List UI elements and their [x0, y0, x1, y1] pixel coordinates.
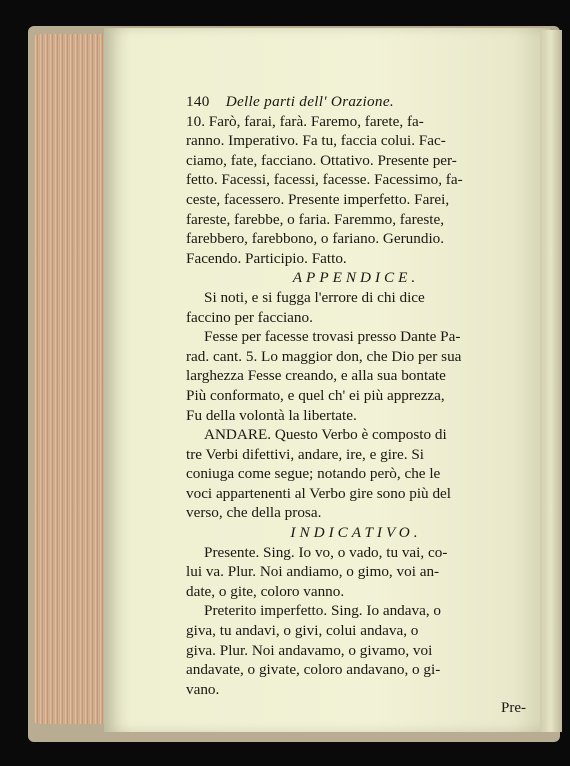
- text-line: coniuga come segue; notando però, che le: [186, 465, 441, 483]
- text-line: ceste, facessero. Presente imperfetto. Farei,: [186, 190, 450, 208]
- text-line: farebbero, farebbono, o fariano. Gerundio.: [186, 230, 445, 248]
- text-line: Si noti, e si fugga l'errore di chi dice: [204, 288, 425, 306]
- text-line: larghezza Fesse creando, e alla sua bontate: [186, 367, 446, 385]
- text-line: verso, che della prosa.: [186, 504, 322, 522]
- text-line: Fesse per facesse trovasi presso Dante Pa-: [204, 328, 461, 346]
- text-line: tre Verbi difettivi, andare, ire, e gire. Si: [186, 445, 424, 463]
- text-line: date, o gite, coloro vanno.: [186, 582, 345, 600]
- text-line: Facendo. Participio. Fatto.: [186, 249, 347, 267]
- text-line: fetto. Facessi, facessi, facesse. Facessimo, fa-: [186, 171, 463, 189]
- page-text: [186, 92, 526, 719]
- page-number: 140: [186, 93, 210, 110]
- text-line: Fu della volontà la libertate.: [186, 406, 357, 424]
- text-line: ranno. Imperativo. Fa tu, faccia colui. Fac-: [186, 132, 446, 150]
- text-line: lui va. Plur. Noi andiamo, o gimo, voi an-: [186, 563, 440, 581]
- text-line: giva. Plur. Noi andavamo, o givamo, voi: [186, 641, 433, 659]
- text-line: ciamo, fate, facciano. Ottativo. Presente per-: [186, 151, 457, 169]
- text-line: ANDARE. Questo Verbo è composto di: [204, 426, 447, 444]
- text-line: Più conformato, e quel ch' ei più apprezza,: [186, 386, 445, 404]
- running-head-title: Delle parti dell' Orazione.: [225, 93, 394, 110]
- page-gutter-edge: [540, 30, 562, 732]
- text-line: andavate, o givate, coloro andavano, o gi-: [186, 661, 441, 679]
- text-line: Presente. Sing. Io vo, o vado, tu vai, co-: [204, 543, 448, 561]
- running-head: [186, 92, 526, 112]
- text-line: fareste, farebbe, o faria. Faremmo, fareste,: [186, 210, 445, 228]
- text-line: giva, tu andavi, o givi, colui andava, o: [186, 622, 419, 640]
- text-line: Preterito imperfetto. Sing. Io andava, o: [204, 602, 442, 620]
- text-line: vano.: [186, 680, 220, 698]
- section-heading-indicativo: INDICATIVO.: [290, 524, 422, 542]
- text-line: voci appartenenti al Verbo gire sono più del: [186, 484, 452, 502]
- section-heading-appendice: APPENDICE.: [292, 269, 420, 287]
- text-line: rad. cant. 5. Lo maggior don, che Dio per sua: [186, 347, 462, 365]
- text-line: 10. Farò, farai, farà. Faremo, farete, fa-: [186, 112, 424, 130]
- page-edges: [34, 34, 114, 724]
- text-line: faccino per facciano.: [186, 308, 313, 326]
- catchword: Pre-: [501, 700, 526, 717]
